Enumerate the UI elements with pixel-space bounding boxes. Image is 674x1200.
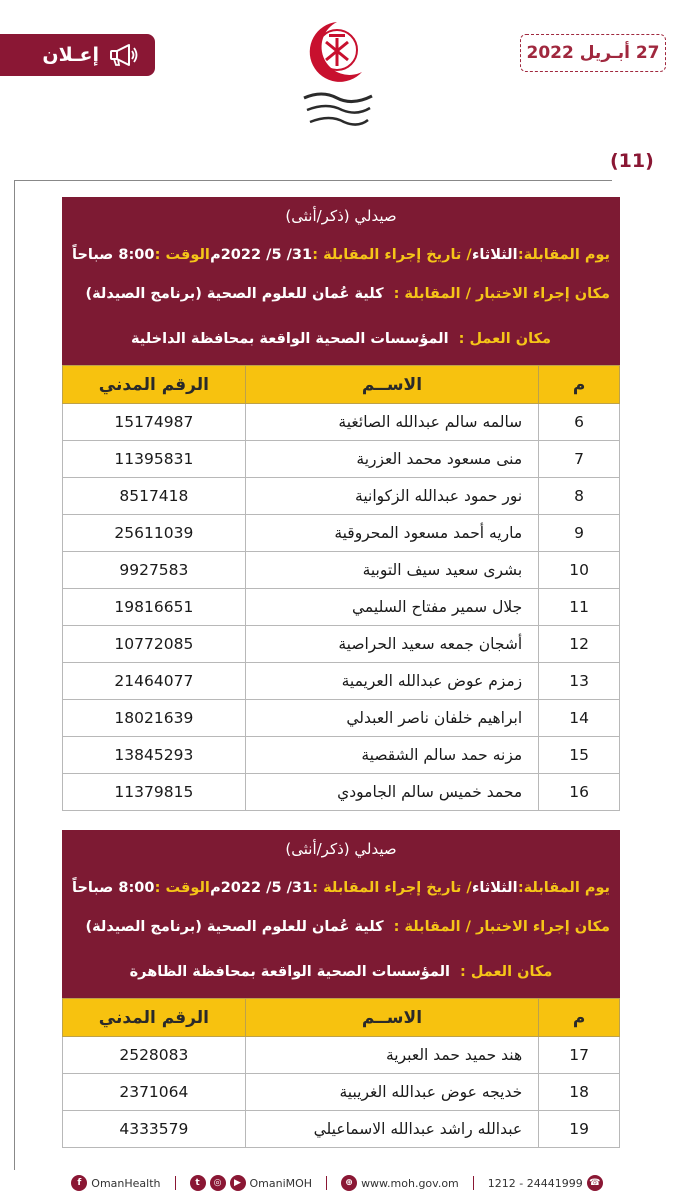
- candidate-name: بشرى سعيد سيف التوبية: [245, 552, 538, 589]
- table-row: [63, 478, 620, 515]
- interview-place-row: مكان إجراء الاختبار / المقابلة : كلية عُمان للعلوم الصحية (برنامج الصيدلة): [85, 919, 610, 935]
- interview-time-row: يوم المقابلة: الثلاثاء / تاريخ إجراء المقابلة : 31/ 5/ 2022م الوقت : 8:00 صباحاً: [72, 247, 610, 263]
- section-info-panel: [62, 197, 620, 365]
- interview-time-row: يوم المقابلة: الثلاثاء / تاريخ إجراء المقابلة : 31/ 5/ 2022م الوقت : 8:00 صباحاً: [72, 880, 610, 896]
- table-row: [63, 663, 620, 700]
- row-number: 11: [539, 589, 620, 626]
- announcement-date: 27 أبـريل 2022: [520, 34, 666, 72]
- contact-footer: [0, 1166, 674, 1200]
- table-header-row: [63, 366, 620, 404]
- row-number: 10: [539, 552, 620, 589]
- candidate-name: مزنه حمد سالم الشقصية: [245, 737, 538, 774]
- candidate-name: محمد خميس سالم الجامودي: [245, 774, 538, 811]
- candidate-name: عبدالله راشد عبدالله الاسماعيلي: [245, 1111, 538, 1148]
- announcement-banner: [0, 34, 155, 76]
- civil-number: 21464077: [63, 663, 246, 700]
- table-row: [63, 515, 620, 552]
- candidate-name: سالمه سالم عبدالله الصائغية: [245, 404, 538, 441]
- table-row: [63, 626, 620, 663]
- candidate-name: جلال سمير مفتاح السليمي: [245, 589, 538, 626]
- footer-website[interactable]: ⊕ www.moh.gov.om: [341, 1175, 459, 1191]
- footer-divider: [473, 1176, 474, 1190]
- row-number: 7: [539, 441, 620, 478]
- row-number: 9: [539, 515, 620, 552]
- page-frame-top: [14, 180, 612, 181]
- twitter-icon: t: [190, 1175, 206, 1191]
- page-number: (11): [610, 150, 654, 172]
- footer-phone[interactable]: 1212 - 24441999 ☎: [488, 1175, 603, 1191]
- candidate-name: أشجان جمعه سعيد الحراصية: [245, 626, 538, 663]
- work-location-row: مكان العمل : المؤسسات الصحية الواقعة بمحافظة الداخلية: [131, 331, 551, 347]
- table-row: [63, 1111, 620, 1148]
- candidate-name: خديجه عوض عبدالله الغريبية: [245, 1074, 538, 1111]
- table-row: [63, 737, 620, 774]
- row-number: 13: [539, 663, 620, 700]
- footer-moh-handle[interactable]: t ◎ ▶ OmaniMOH: [190, 1175, 313, 1191]
- megaphone-icon: [109, 42, 139, 68]
- civil-number: 15174987: [63, 404, 246, 441]
- ministry-emblem-icon: [282, 14, 392, 144]
- candidate-name: منى مسعود محمد العزرية: [245, 441, 538, 478]
- row-number: 16: [539, 774, 620, 811]
- job-title: صيدلي (ذكر/أنثى): [285, 840, 397, 858]
- table-row: [63, 700, 620, 737]
- civil-number: 25611039: [63, 515, 246, 552]
- table-row: [63, 441, 620, 478]
- table-row: [63, 774, 620, 811]
- column-header-civil: الرقم المدني: [63, 999, 246, 1037]
- civil-number: 2528083: [63, 1037, 246, 1074]
- ministry-logo: [282, 14, 392, 144]
- table-row: [63, 589, 620, 626]
- row-number: 18: [539, 1074, 620, 1111]
- civil-number: 11395831: [63, 441, 246, 478]
- column-header-civil: الرقم المدني: [63, 366, 246, 404]
- column-header-name: الاســم: [245, 366, 538, 404]
- civil-number: 9927583: [63, 552, 246, 589]
- interview-section-dakhiliyah: [62, 197, 620, 811]
- civil-number: 4333579: [63, 1111, 246, 1148]
- row-number: 14: [539, 700, 620, 737]
- candidates-table: [62, 998, 620, 1148]
- row-number: 6: [539, 404, 620, 441]
- row-number: 17: [539, 1037, 620, 1074]
- announcement-label: إعـلان: [42, 44, 99, 66]
- table-row: [63, 1074, 620, 1111]
- row-number: 12: [539, 626, 620, 663]
- civil-number: 2371064: [63, 1074, 246, 1111]
- footer-divider: [175, 1176, 176, 1190]
- column-header-name: الاســم: [245, 999, 538, 1037]
- candidate-name: زمزم عوض عبدالله العريمية: [245, 663, 538, 700]
- table-row: [63, 404, 620, 441]
- civil-number: 13845293: [63, 737, 246, 774]
- civil-number: 11379815: [63, 774, 246, 811]
- civil-number: 10772085: [63, 626, 246, 663]
- table-row: [63, 552, 620, 589]
- page-frame-left: [14, 180, 15, 1170]
- column-header-num: م: [539, 999, 620, 1037]
- civil-number: 18021639: [63, 700, 246, 737]
- footer-health-handle[interactable]: f OmanHealth: [71, 1175, 160, 1191]
- row-number: 15: [539, 737, 620, 774]
- job-title: صيدلي (ذكر/أنثى): [285, 207, 397, 225]
- row-number: 19: [539, 1111, 620, 1148]
- instagram-icon: ◎: [210, 1175, 226, 1191]
- candidate-name: ابراهيم خلفان ناصر العبدلي: [245, 700, 538, 737]
- footer-divider: [326, 1176, 327, 1190]
- work-location-row: مكان العمل : المؤسسات الصحية الواقعة بمحافظة الظاهرة: [129, 964, 553, 980]
- web-icon: ⊕: [341, 1175, 357, 1191]
- facebook-icon: f: [71, 1175, 87, 1191]
- column-header-num: م: [539, 366, 620, 404]
- candidate-name: هند حميد حمد العبرية: [245, 1037, 538, 1074]
- youtube-icon: ▶: [230, 1175, 246, 1191]
- candidates-table: [62, 365, 620, 811]
- candidate-name: ماريه أحمد مسعود المحروقية: [245, 515, 538, 552]
- civil-number: 8517418: [63, 478, 246, 515]
- table-header-row: [63, 999, 620, 1037]
- phone-icon: ☎: [587, 1175, 603, 1191]
- civil-number: 19816651: [63, 589, 246, 626]
- table-row: [63, 1037, 620, 1074]
- row-number: 8: [539, 478, 620, 515]
- interview-place-row: مكان إجراء الاختبار / المقابلة : كلية عُمان للعلوم الصحية (برنامج الصيدلة): [85, 286, 610, 302]
- interview-section-dhahirah: [62, 830, 620, 1148]
- candidate-name: نور حمود عبدالله الزكوانية: [245, 478, 538, 515]
- section-info-panel: [62, 830, 620, 998]
